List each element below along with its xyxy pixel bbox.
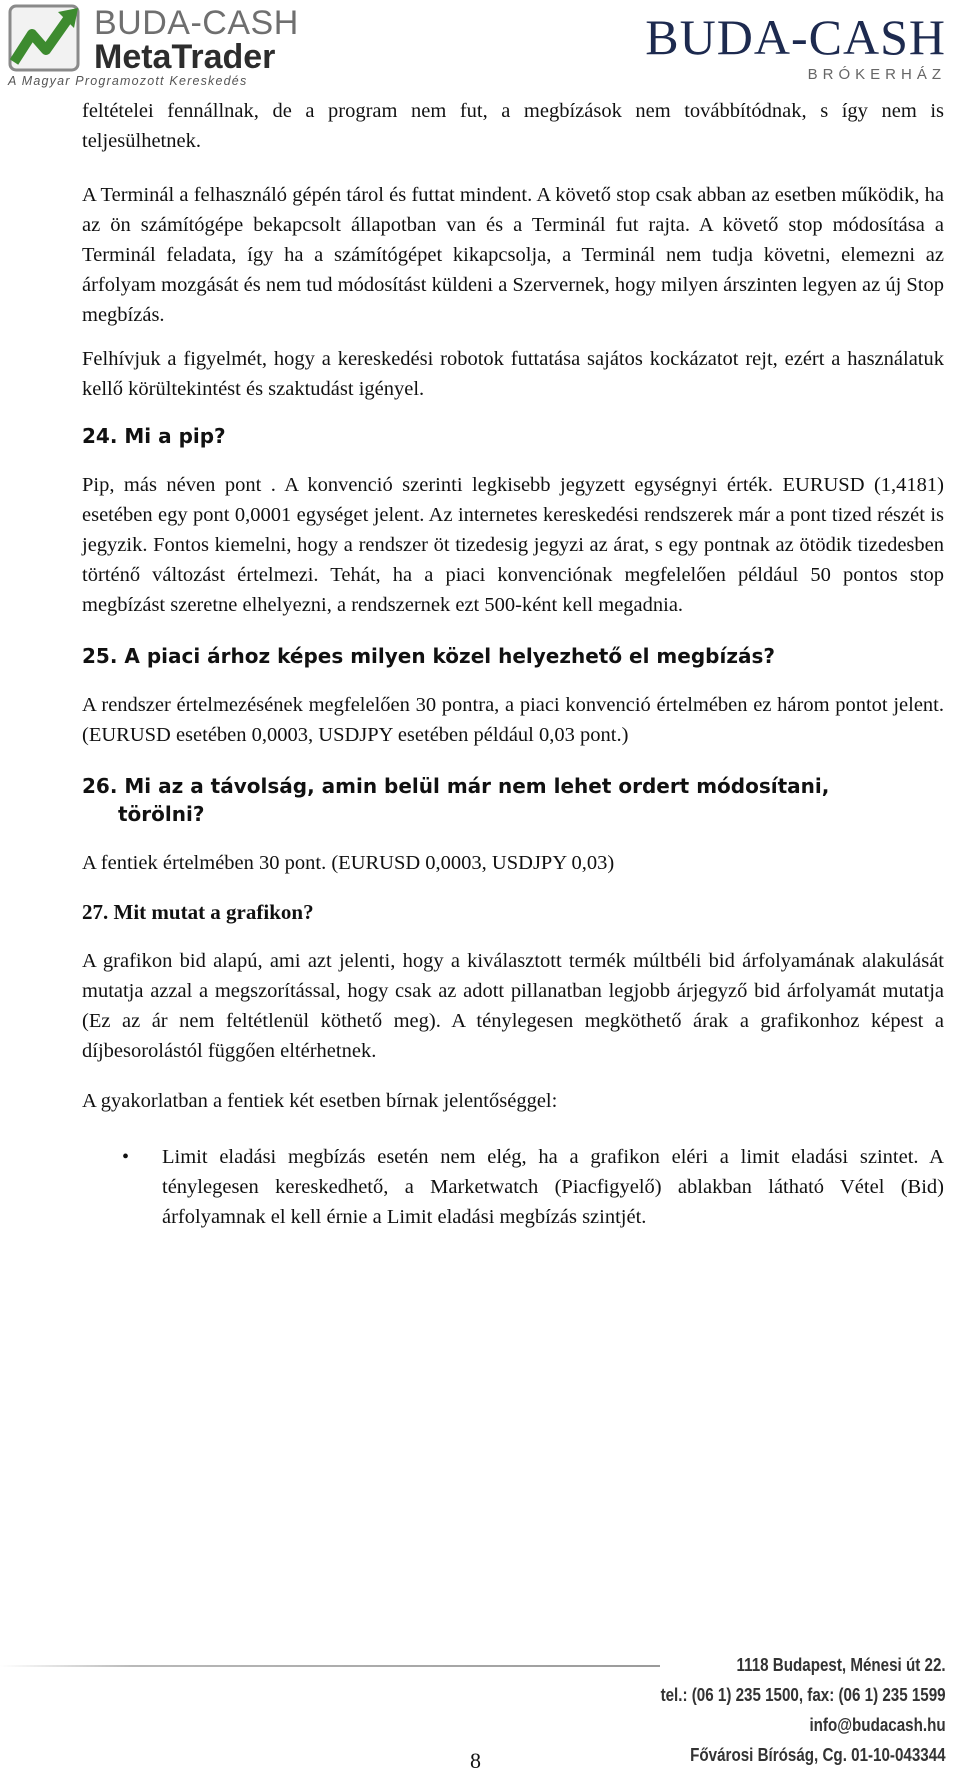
heading-line: törölni? <box>118 802 205 826</box>
footer-contact <box>661 1650 946 1770</box>
chart-arrow-logo-icon <box>8 4 84 72</box>
document-body <box>82 96 944 1232</box>
footer-email: info@budacash.hu <box>809 1714 946 1735</box>
footer-registry: Fővárosi Bíróság, Cg. 01-10-043344 <box>690 1744 946 1765</box>
section-heading-27: 27. Mit mutat a grafikon? <box>82 900 314 924</box>
logo-tagline: A Magyar Programozott Kereskedés <box>8 74 248 88</box>
paragraph: A fentiek értelmében 30 pont. (EURUSD 0,0003, USDJPY 0,03) <box>82 852 615 874</box>
section-heading-25: 25. A piaci árhoz képes milyen közel helyezhető el megbízás? <box>82 644 775 668</box>
footer-phone: tel.: (06 1) 235 1500, fax: (06 1) 235 1599 <box>660 1684 946 1705</box>
list-item-text: Limit eladási megbízás esetén nem elég, ha a grafikon eléri a limit eladási szintet. A ténylegesen kereskedhető, a Marketwatch (Piacfigyelő) ablakban látható Vétel (Bid) árfolyamnak el kell érnie a Limit eladási megbízás szintjét. <box>162 1146 944 1228</box>
paragraph: A grafikon bid alapú, ami azt jelenti, hogy a kiválasztott termék múltbéli bid árfolyamának alakulását mutatja azzal a megszorítással, hogy csak az adott pillanatban legjobb árjegyző bid árfolyamát mutatja (Ez az ár nem feltétlenül köthető meg). A ténylegesen megköthető árak a grafikonhoz képest a díjbesorolástól függően eltérhetnek. <box>82 950 944 1062</box>
logo-product-text: MetaTrader <box>94 38 276 76</box>
page-footer <box>0 1650 960 1784</box>
paragraph: feltételei fennállnak, de a program nem fut, a megbízások nem továbbítódnak, s így nem is teljesülhetnek. <box>82 100 944 152</box>
paragraph: Felhívjuk a figyelmét, hogy a kereskedési robotok futtatása sajátos kockázatot rejt, ezért a használatuk kellő körültekintést és szaktudást igényel. <box>82 348 944 400</box>
footer-address: 1118 Budapest, Ménesi út 22. <box>736 1654 946 1675</box>
page-number: 8 <box>470 1748 481 1773</box>
section-heading-26 <box>82 772 944 828</box>
paragraph: A gyakorlatban a fentiek két esetben bírnak jelentőséggel: <box>82 1090 558 1112</box>
budacash-brokerhaz-logo <box>616 10 946 90</box>
footer-divider <box>0 1665 660 1667</box>
paragraph: Pip, más néven pont . A konvenció szerinti legkisebb jegyzett egységnyi érték. EURUSD (1,4181) esetében egy pont 0,0001 egységet jelent. Az internetes kereskedési rendszerek már a pont tized részét is jegyzik. Fontos kiemelni, hogy a rendszer öt tizedesig jegyzi az árat, s egy pontnak az ötödik tizedesben történő változást értelmezi. Tehát, ha a piaci konvenciónak megfelelően például 50 pontos stop megbízást szeretne elhelyezni, a rendszernek ezt 500-ként kell megadnia. <box>82 474 944 616</box>
logo-brand-text: BUDA-CASH <box>94 4 299 42</box>
metatrader-logo <box>8 4 328 90</box>
paragraph: A Terminál a felhasználó gépén tárol és futtat mindent. A követő stop csak abban az esetben működik, ha az ön számítógépe bekapcsolt állapotban van és a Terminál fut rajta. A követő stop módosítása a Terminál feladata, így ha a számítógépet kikapcsolja, a Terminál nem tudja követni, elemezni az árfolyam mozgását és nem tud módosítást küldeni a Szervernek, hogy milyen árszinten legyen az új Stop megbízás. <box>82 184 944 326</box>
list-item <box>82 1142 944 1232</box>
paragraph: A rendszer értelmezésének megfelelően 30 pontra, a piaci konvenció értelmében ez három pontot jelent. (EURUSD esetében 0,0003, USDJPY esetében például 0,03 pont.) <box>82 694 944 746</box>
page-header <box>0 0 960 95</box>
bullet-icon: • <box>122 1146 130 1168</box>
brokerhaz-subtitle: BRÓKERHÁZ <box>807 66 946 83</box>
heading-line: 26. Mi az a távolság, amin belül már nem lehet ordert módosítani, <box>82 774 830 798</box>
section-heading-24: 24. Mi a pip? <box>82 424 226 448</box>
brokerhaz-title: BUDA-CASH <box>645 9 946 65</box>
